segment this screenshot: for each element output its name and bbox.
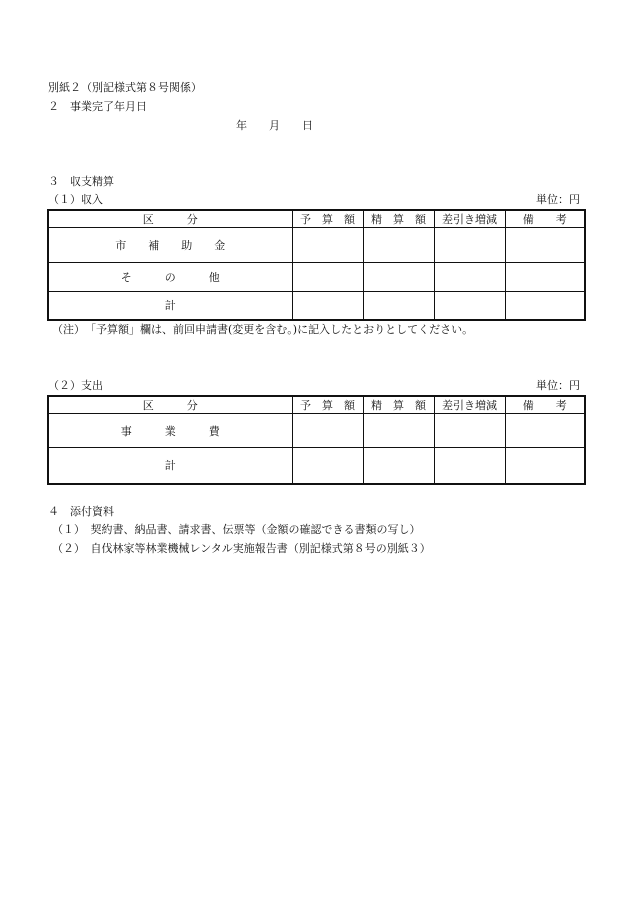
attachment-label: 別紙２（別記様式第８号関係） — [48, 81, 202, 94]
remarks-cell[interactable] — [505, 263, 585, 292]
row-label: 市 補 助 金 — [48, 228, 292, 263]
remarks-cell[interactable] — [505, 292, 585, 320]
col-difference: 差引き増減 — [434, 396, 505, 414]
section-3-title: ３ 収支精算 — [48, 175, 114, 188]
completion-date-field: 年 月 日 — [236, 119, 313, 132]
settlement-cell[interactable] — [363, 448, 434, 484]
budget-cell[interactable] — [292, 448, 363, 484]
remarks-cell[interactable] — [505, 228, 585, 263]
remarks-cell[interactable] — [505, 448, 585, 484]
expense-table — [47, 395, 586, 485]
table-row — [48, 228, 585, 263]
difference-cell[interactable] — [434, 292, 505, 320]
difference-cell[interactable] — [434, 448, 505, 484]
settlement-cell[interactable] — [363, 414, 434, 448]
col-budget: 予 算 額 — [292, 396, 363, 414]
attachment-item: （１） 契約書、納品書、請求書、伝票等（金額の確認できる書類の写し） — [52, 523, 421, 536]
col-difference: 差引き増減 — [434, 210, 505, 228]
col-category: 区 分 — [48, 396, 292, 414]
row-label: そ の 他 — [48, 263, 292, 292]
remarks-cell[interactable] — [505, 414, 585, 448]
col-remarks: 備 考 — [505, 396, 585, 414]
row-label-total: 計 — [48, 292, 292, 320]
income-subtitle: （１）収入 — [48, 193, 103, 206]
table-row — [48, 448, 585, 484]
expense-subtitle: （２）支出 — [48, 379, 103, 392]
income-table — [47, 209, 586, 321]
expense-unit: 単位：円 — [536, 379, 580, 392]
budget-cell[interactable] — [292, 228, 363, 263]
table-row — [48, 414, 585, 448]
row-label: 事 業 費 — [48, 414, 292, 448]
table-row — [48, 263, 585, 292]
col-remarks: 備 考 — [505, 210, 585, 228]
section-2-title: ２ 事業完了年月日 — [48, 100, 147, 113]
difference-cell[interactable] — [434, 263, 505, 292]
expense-header-row — [48, 396, 585, 414]
budget-cell[interactable] — [292, 414, 363, 448]
settlement-cell[interactable] — [363, 292, 434, 320]
difference-cell[interactable] — [434, 414, 505, 448]
col-budget: 予 算 額 — [292, 210, 363, 228]
section-4-title: ４ 添付資料 — [48, 505, 114, 518]
budget-cell[interactable] — [292, 263, 363, 292]
row-label-total: 計 — [48, 448, 292, 484]
table-row — [48, 292, 585, 320]
income-header-row — [48, 210, 585, 228]
col-category: 区 分 — [48, 210, 292, 228]
col-settlement: 精 算 額 — [363, 210, 434, 228]
attachment-item: （２） 自伐林家等林業機械レンタル実施報告書（別記様式第８号の別紙３） — [52, 542, 431, 555]
col-settlement: 精 算 額 — [363, 396, 434, 414]
budget-cell[interactable] — [292, 292, 363, 320]
income-note: （注） 「予算額」欄は、前回申請書(変更を含む。)に記入したとおりとしてください。 — [52, 323, 474, 336]
difference-cell[interactable] — [434, 228, 505, 263]
settlement-cell[interactable] — [363, 263, 434, 292]
income-unit: 単位：円 — [536, 193, 580, 206]
settlement-cell[interactable] — [363, 228, 434, 263]
